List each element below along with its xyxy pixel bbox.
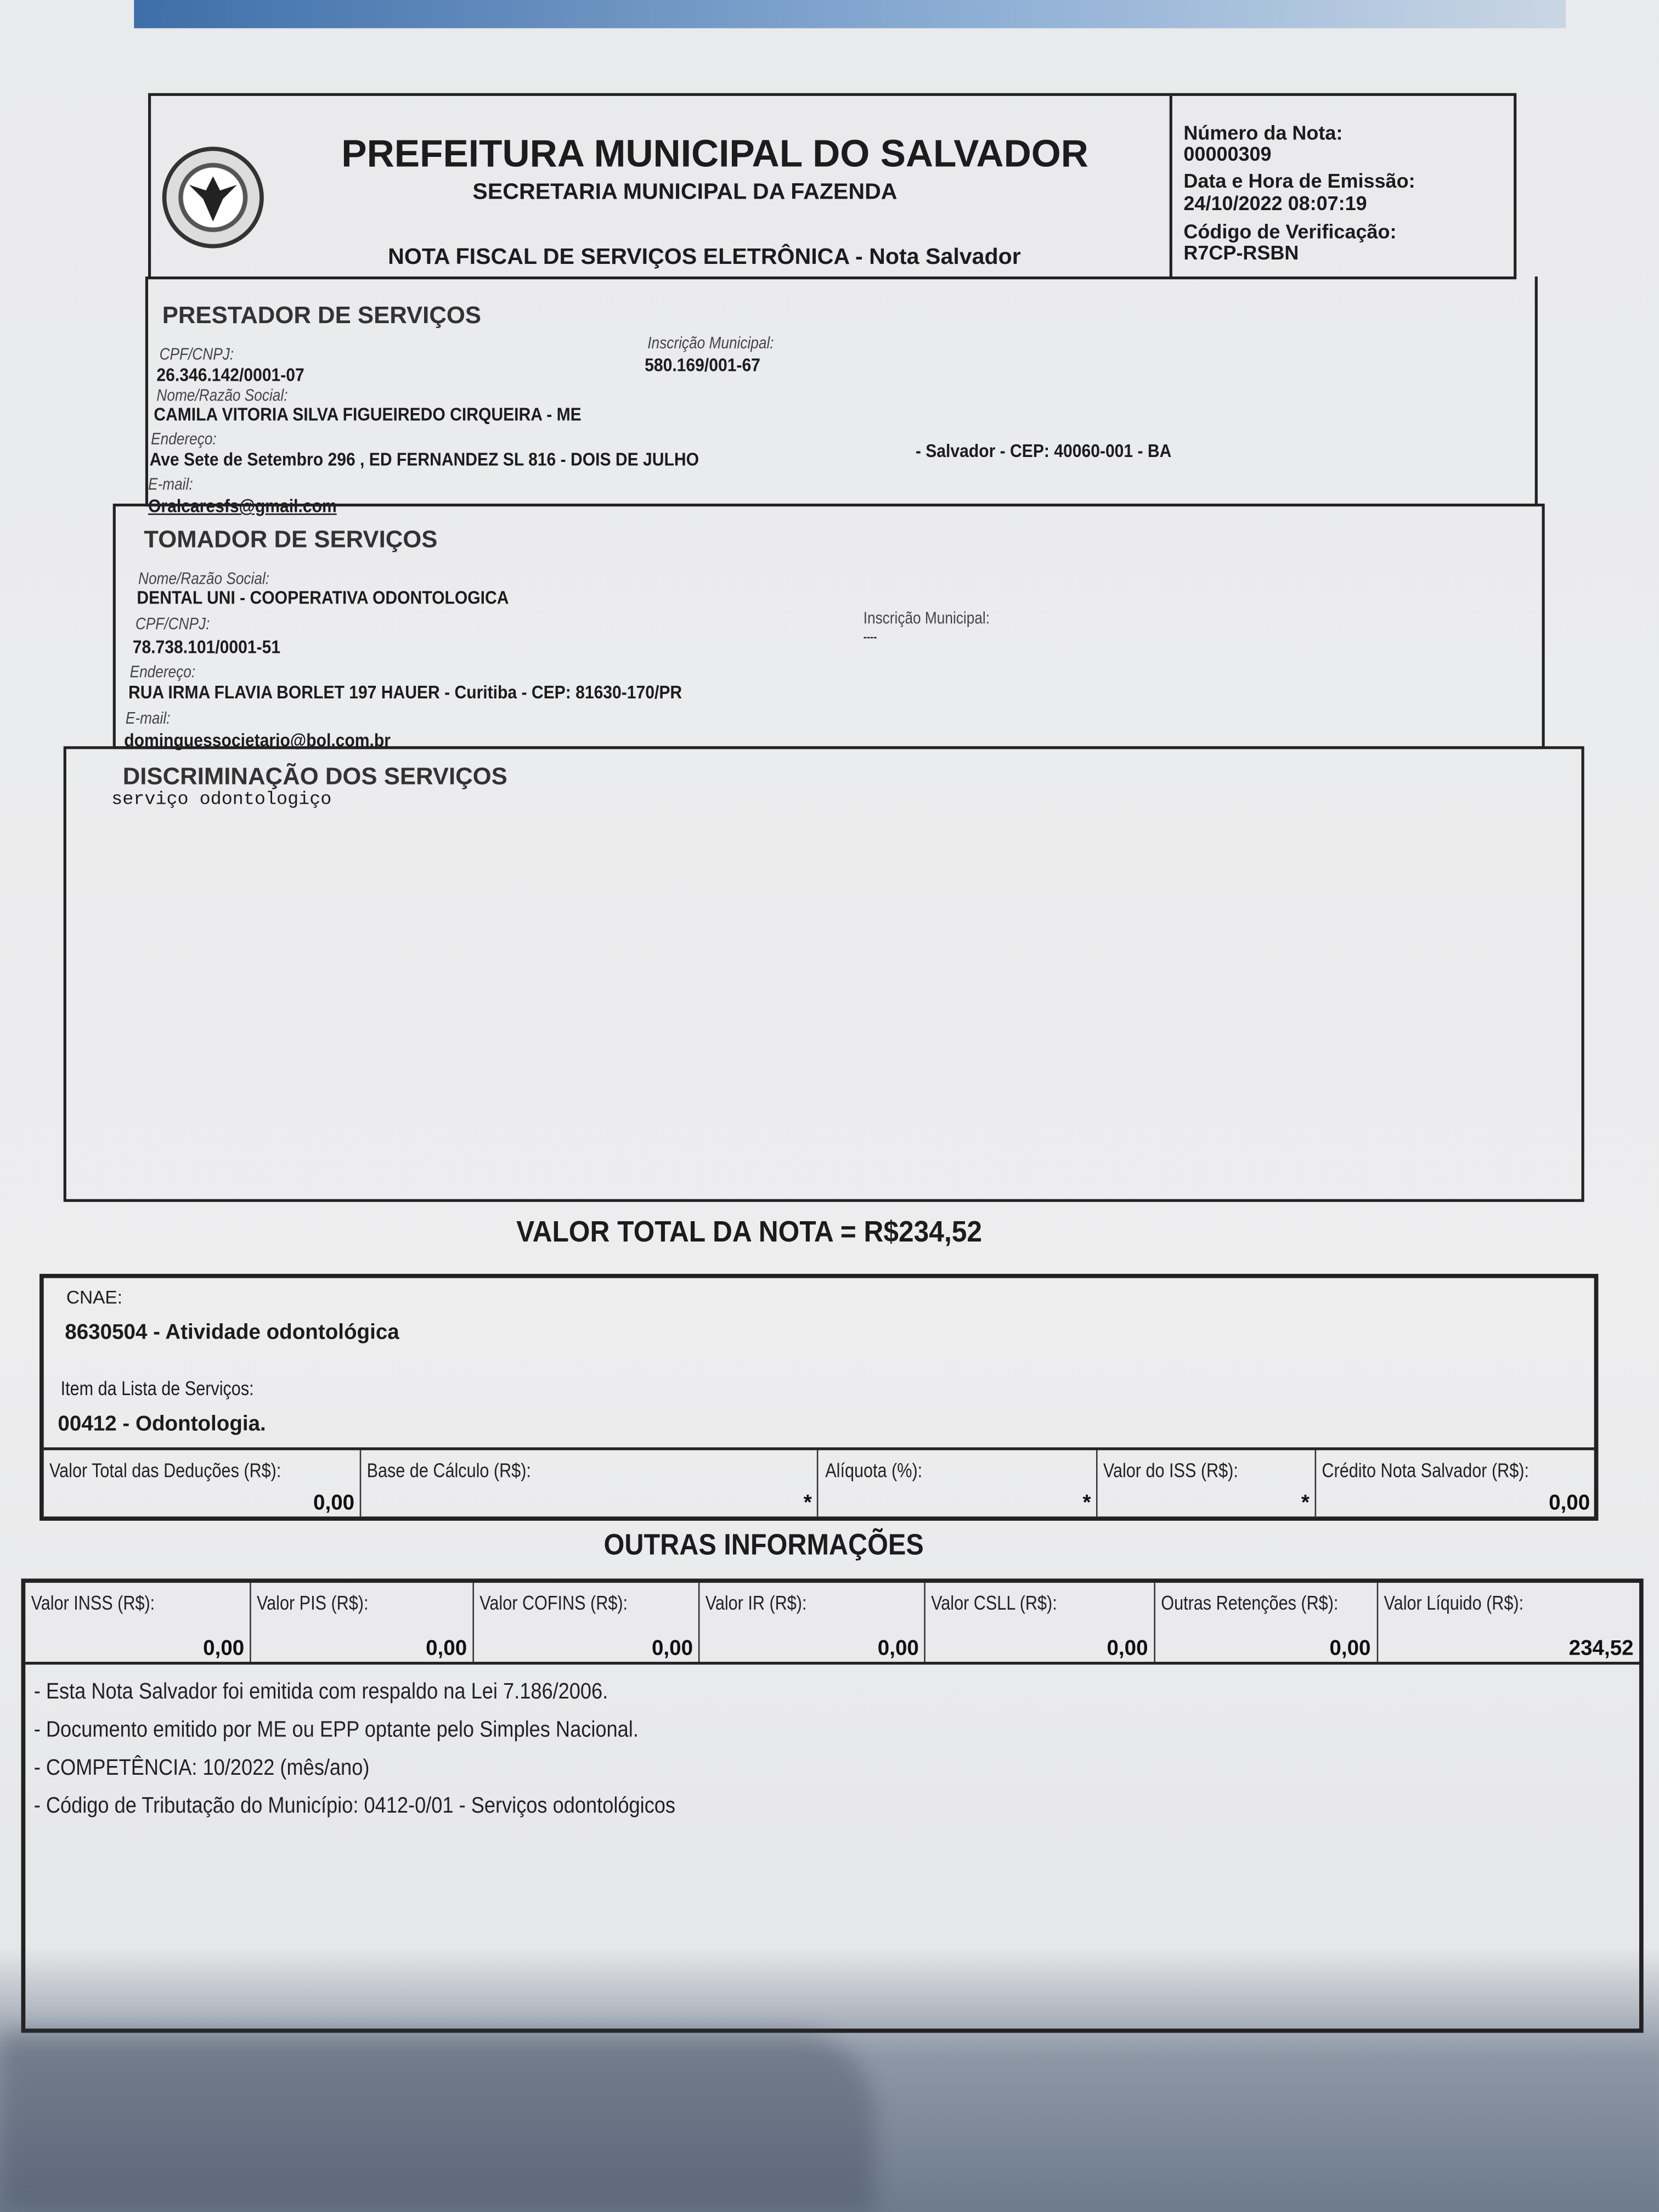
valor-total: VALOR TOTAL DA NOTA = R$234,52	[516, 1216, 983, 1249]
retencao-value: 0,00	[651, 1636, 693, 1661]
retencao-cell	[25, 1583, 251, 1662]
observacao-line: - Documento emitido por ME ou EPP optante pelo Simples Nacional.	[33, 1718, 639, 1742]
document-type: NOTA FISCAL DE SERVIÇOS ELETRÔNICA - Nota Salvador	[388, 245, 1021, 270]
prestador-email: Oralcaresfs@gmail.com	[148, 495, 337, 517]
codigo-label: Código de Verificação:	[1183, 220, 1397, 243]
retencao-value: 0,00	[1107, 1636, 1148, 1661]
tomador-nome-label: Nome/Razão Social:	[138, 568, 270, 589]
prestador-cpf: 26.346.142/0001-07	[156, 364, 304, 385]
impostos-row	[44, 1447, 1594, 1516]
imposto-value: *	[1082, 1491, 1091, 1515]
imposto-cell	[1317, 1450, 1596, 1516]
imposto-label: Alíquota (%):	[824, 1458, 922, 1481]
outras-informacoes-title: OUTRAS INFORMAÇÕES	[603, 1529, 924, 1562]
retencao-label: Valor CSLL (R$):	[932, 1591, 1058, 1614]
numero-label: Número da Nota:	[1183, 121, 1343, 144]
header-divider	[1170, 96, 1172, 276]
background-object	[134, 0, 1566, 28]
tomador-endereco: RUA IRMA FLAVIA BORLET 197 HAUER - Curitiba - CEP: 81630-170/PR	[128, 681, 682, 703]
imposto-value: *	[1301, 1491, 1310, 1515]
retencao-cell	[1378, 1583, 1639, 1662]
prestador-email-label: E-mail:	[148, 473, 193, 494]
discriminacao-section	[64, 746, 1584, 1202]
header-box	[148, 93, 1516, 279]
prestador-im: 580.169/001-67	[645, 354, 760, 375]
cnae-label: CNAE:	[66, 1286, 123, 1308]
retencao-label: Valor IR (R$):	[706, 1591, 807, 1614]
prestador-cidade: - Salvador - CEP: 40060-001 - BA	[915, 440, 1172, 461]
imposto-label: Crédito Nota Salvador (R$):	[1322, 1458, 1530, 1481]
retencao-cell	[926, 1583, 1155, 1662]
prestador-nome: CAMILA VITORIA SILVA FIGUEIREDO CIRQUEIRA - ME	[154, 403, 582, 425]
imposto-label: Valor Total das Deduções (R$):	[49, 1458, 281, 1481]
imposto-cell	[362, 1450, 819, 1516]
tomador-section	[113, 504, 1545, 749]
retencao-label: Valor INSS (R$):	[31, 1591, 155, 1614]
imposto-value: *	[803, 1491, 812, 1515]
numero-value: 00000309	[1183, 142, 1272, 165]
tomador-email: dominguessocietario@bol.com.br	[124, 729, 391, 751]
retencao-value: 0,00	[426, 1636, 467, 1661]
observacoes-list	[34, 1673, 763, 1826]
imposto-label: Base de Cálculo (R$):	[367, 1458, 532, 1481]
retencoes-row	[25, 1583, 1639, 1664]
imposto-cell	[1098, 1450, 1316, 1516]
retencao-label: Outras Retenções (R$):	[1160, 1591, 1338, 1614]
observacao-line: - Código de Tributação do Município: 0412-0/01 - Serviços odontológicos	[33, 1794, 676, 1819]
imposto-value: 0,00	[313, 1491, 355, 1515]
retencao-label: Valor PIS (R$):	[257, 1591, 369, 1614]
retencao-label: Valor Líquido (R$):	[1383, 1591, 1523, 1614]
cnae-section	[40, 1274, 1598, 1521]
discriminacao-title: DISCRIMINAÇÃO DOS SERVIÇOS	[122, 763, 507, 790]
observacao-line: - Esta Nota Salvador foi emitida com respaldo na Lei 7.186/2006.	[33, 1680, 608, 1705]
prestador-cpf-label: CPF/CNPJ:	[159, 344, 234, 364]
retencao-label: Valor COFINS (R$):	[479, 1591, 628, 1614]
codigo-value: R7CP-RSBN	[1183, 241, 1299, 264]
tomador-im: ----	[863, 630, 877, 644]
tomador-cpf: 78.738.101/0001-51	[132, 636, 281, 658]
imposto-cell	[44, 1450, 362, 1516]
retencao-cell	[474, 1583, 700, 1662]
discriminacao-text: serviço odontologiço	[111, 788, 332, 810]
prestador-nome-label: Nome/Razão Social:	[156, 385, 288, 405]
prestador-section	[145, 276, 1538, 517]
tomador-cpf-label: CPF/CNPJ:	[135, 613, 210, 634]
data-label: Data e Hora de Emissão:	[1183, 169, 1415, 192]
outras-section	[21, 1578, 1644, 2033]
tomador-nome: DENTAL UNI - COOPERATIVA ODONTOLOGICA	[137, 586, 509, 608]
retencao-value: 0,00	[1329, 1636, 1371, 1661]
header-title: PREFEITURA MUNICIPAL DO SALVADOR	[341, 132, 1088, 175]
cnae-value: 8630504 - Atividade odontológica	[65, 1320, 399, 1345]
seal-logo	[162, 146, 264, 248]
imposto-value: 0,00	[1549, 1491, 1590, 1515]
imposto-label: Valor do ISS (R$):	[1103, 1458, 1239, 1481]
data-value: 24/10/2022 08:07:19	[1183, 191, 1367, 215]
header-subtitle: SECRETARIA MUNICIPAL DA FAZENDA	[472, 180, 898, 205]
prestador-endereco-label: Endereço:	[151, 428, 217, 449]
retencao-value: 0,00	[877, 1636, 919, 1661]
retencao-value: 234,52	[1568, 1636, 1634, 1661]
retencao-cell	[1155, 1583, 1378, 1662]
tomador-email-label: E-mail:	[125, 708, 171, 728]
item-lista-value: 00412 - Odontologia.	[58, 1412, 266, 1436]
prestador-im-label: Inscrição Municipal:	[647, 332, 774, 353]
retencao-cell	[251, 1583, 474, 1662]
shadow	[0, 2032, 874, 2212]
tomador-title: TOMADOR DE SERVIÇOS	[144, 526, 438, 553]
prestador-title: PRESTADOR DE SERVIÇOS	[162, 302, 482, 329]
imposto-cell	[819, 1450, 1098, 1516]
retencao-value: 0,00	[203, 1636, 245, 1661]
observacao-line: - COMPETÊNCIA: 10/2022 (mês/ano)	[33, 1756, 370, 1781]
tomador-endereco-label: Endereço:	[129, 661, 196, 681]
item-lista-label: Item da Lista de Serviços:	[60, 1376, 254, 1400]
prestador-endereco: Ave Sete de Setembro 296 , ED FERNANDEZ SL 816 - DOIS DE JULHO	[149, 448, 699, 470]
retencao-cell	[700, 1583, 926, 1662]
tomador-im-label: Inscrição Municipal:	[863, 608, 990, 628]
